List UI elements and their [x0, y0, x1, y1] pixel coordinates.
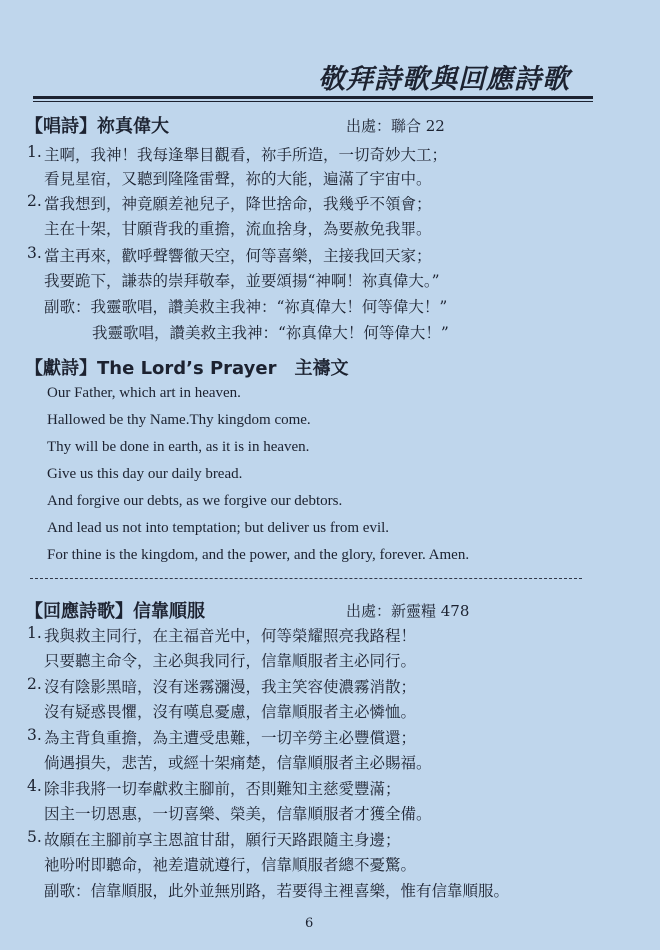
verse-number: 1.: [27, 143, 42, 161]
prayer-line: Give us this day our daily bread.: [47, 466, 243, 482]
prayer-line: Thy will be done in earth, as it is in heaven.: [47, 439, 310, 455]
lyric-line: 當主再來，歡呼聲響徹天空，何等喜樂，主接我回天家；: [44, 247, 432, 265]
prayer-line: For thine is the kingdom, and the power, and the glory, forever. Amen.: [47, 547, 470, 563]
verse-number: 2.: [27, 675, 42, 693]
section3-title: 【回應詩歌】信靠順服: [25, 601, 205, 622]
section2-title: 【獻詩】The Lord’s Prayer 主禱文: [25, 358, 349, 379]
lyric-line: 為主背負重擔，為主遭受患難，一切辛勞主必豐償還；: [44, 729, 417, 747]
chorus-line: 副歌：我靈歌唱，讚美救主我神：“祢真偉大！何等偉大！”: [44, 298, 448, 316]
prayer-line: Our Father, which art in heaven.: [47, 385, 241, 401]
section1-source: 出處：聯合 22: [346, 117, 445, 135]
section1-title: 【唱詩】祢真偉大: [25, 116, 169, 137]
verse-number: 4.: [27, 777, 42, 795]
prayer-line: And lead us not into temptation; but deliver us from evil.: [47, 520, 390, 536]
lyric-line: 因主一切恩惠，一切喜樂、榮美，信靠順服者才獲全備。: [44, 805, 432, 823]
lyric-line: 主在十架，甘願背我的重擔，流血捨身，為要赦免我罪。: [44, 220, 432, 238]
chorus-line: 我靈歌唱，讚美救主我神：“祢真偉大！何等偉大！”: [92, 324, 449, 342]
page-header-title: 敬拜詩歌與回應詩歌: [318, 64, 570, 95]
lyric-line: 沒有陰影黑暗，沒有迷霧瀰漫，我主笑容使濃霧消散；: [44, 678, 417, 696]
lyric-line: 主啊，我神！我每逢舉目觀看，祢手所造，一切奇妙大工；: [44, 146, 448, 164]
header-rule-thin: [33, 101, 593, 102]
lyric-line: 當我想到，神竟願差祂兒子，降世捨命，我幾乎不領會；: [44, 195, 432, 213]
lyric-line: 只要聽主命令，主必與我同行，信靠順服者主必同行。: [44, 652, 417, 670]
verse-number: 5.: [27, 828, 42, 846]
verse-number: 2.: [27, 192, 42, 210]
lyric-line: 除非我將一切奉獻救主腳前，否則難知主慈愛豐滿；: [44, 780, 401, 798]
verse-number: 1.: [27, 624, 42, 642]
section3-source: 出處：新靈糧 478: [346, 602, 470, 620]
lyric-line: 沒有疑惑畏懼，沒有嘆息憂慮，信靠順服者主必憐恤。: [44, 703, 417, 721]
lyric-line: 我要跪下，謙恭的崇拜敬奉，並要頌揚“神啊！祢真偉大。”: [44, 272, 440, 290]
header-rule-thick: [33, 96, 593, 99]
prayer-line: And forgive our debts, as we forgive our debtors.: [47, 493, 343, 509]
lyric-line: 我與救主同行，在主福音光中，何等榮耀照亮我路程！: [44, 627, 417, 645]
lyric-line: 看見星宿，又聽到隆隆雷聲，祢的大能，遍滿了宇宙中。: [44, 170, 432, 188]
page-number: 6: [305, 916, 314, 931]
verse-number: 3.: [27, 726, 42, 744]
section-divider: [30, 578, 582, 579]
chorus-line: 副歌：信靠順服，此外並無別路，若要得主裡喜樂，惟有信靠順服。: [44, 882, 510, 900]
lyric-line: 祂吩咐即聽命，祂差遣就遵行，信靠順服者總不憂驚。: [44, 856, 417, 874]
lyric-line: 故願在主腳前享主恩誼甘甜，願行天路跟隨主身邊；: [44, 831, 401, 849]
prayer-line: Hallowed be thy Name.Thy kingdom come.: [47, 412, 311, 428]
verse-number: 3.: [27, 244, 42, 262]
lyric-line: 倘遇損失，悲苦，或經十架痛楚，信靠順服者主必賜福。: [44, 754, 432, 772]
